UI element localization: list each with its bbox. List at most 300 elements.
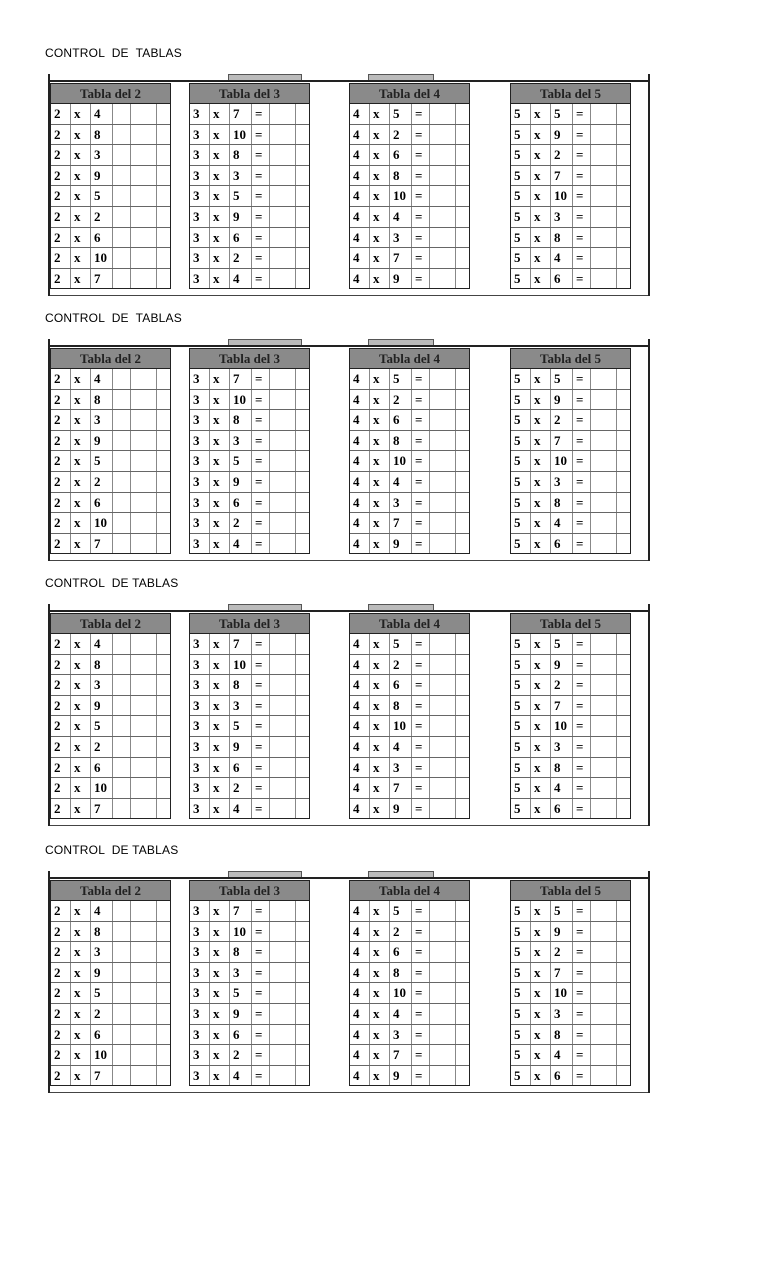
answer-cell-extra[interactable] <box>296 125 309 145</box>
answer-cell-extra[interactable] <box>296 166 309 186</box>
answer-cell[interactable] <box>270 634 296 654</box>
answer-cell-extra[interactable] <box>296 410 309 430</box>
answer-cell[interactable] <box>430 145 456 165</box>
answer-cell[interactable] <box>131 369 157 389</box>
answer-cell-extra[interactable] <box>157 248 170 268</box>
answer-cell[interactable] <box>430 922 456 942</box>
answer-cell-extra[interactable] <box>456 1066 469 1086</box>
answer-cell-extra[interactable] <box>296 493 309 513</box>
answer-cell-extra[interactable] <box>296 983 309 1003</box>
answer-cell[interactable] <box>591 269 617 289</box>
answer-cell[interactable] <box>591 799 617 819</box>
answer-cell[interactable] <box>131 431 157 451</box>
answer-cell-extra[interactable] <box>456 778 469 798</box>
answer-cell-extra[interactable] <box>296 472 309 492</box>
answer-cell-extra[interactable] <box>617 390 630 410</box>
answer-cell[interactable] <box>131 942 157 962</box>
answer-cell-extra[interactable] <box>617 451 630 471</box>
answer-cell[interactable] <box>270 655 296 675</box>
answer-cell[interactable] <box>131 758 157 778</box>
answer-cell-extra[interactable] <box>296 778 309 798</box>
answer-cell-extra[interactable] <box>456 166 469 186</box>
answer-cell[interactable] <box>591 104 617 124</box>
answer-cell[interactable] <box>270 716 296 736</box>
answer-cell[interactable] <box>430 186 456 206</box>
answer-cell[interactable] <box>131 145 157 165</box>
answer-cell-extra[interactable] <box>157 534 170 554</box>
answer-cell-extra[interactable] <box>296 104 309 124</box>
answer-cell[interactable] <box>430 655 456 675</box>
answer-cell-extra[interactable] <box>617 983 630 1003</box>
answer-cell-extra[interactable] <box>617 716 630 736</box>
answer-cell[interactable] <box>591 901 617 921</box>
answer-cell-extra[interactable] <box>617 228 630 248</box>
answer-cell-extra[interactable] <box>456 758 469 778</box>
answer-cell[interactable] <box>430 166 456 186</box>
answer-cell[interactable] <box>131 534 157 554</box>
answer-cell[interactable] <box>430 269 456 289</box>
answer-cell[interactable] <box>430 534 456 554</box>
answer-cell[interactable] <box>591 737 617 757</box>
answer-cell[interactable] <box>131 410 157 430</box>
answer-cell[interactable] <box>131 634 157 654</box>
answer-cell[interactable] <box>270 431 296 451</box>
answer-cell[interactable] <box>591 1066 617 1086</box>
answer-cell[interactable] <box>270 942 296 962</box>
answer-cell-extra[interactable] <box>157 410 170 430</box>
answer-cell-extra[interactable] <box>617 513 630 533</box>
answer-cell-extra[interactable] <box>617 207 630 227</box>
answer-cell-extra[interactable] <box>157 963 170 983</box>
table-header: Tabla del 5 <box>511 881 630 901</box>
answer-cell[interactable] <box>430 901 456 921</box>
answer-cell[interactable] <box>591 186 617 206</box>
answer-cell[interactable] <box>591 248 617 268</box>
answer-cell[interactable] <box>430 410 456 430</box>
answer-cell[interactable] <box>131 716 157 736</box>
answer-cell-extra[interactable] <box>157 390 170 410</box>
answer-cell[interactable] <box>270 186 296 206</box>
answer-cell[interactable] <box>430 472 456 492</box>
answer-cell[interactable] <box>131 963 157 983</box>
answer-cell[interactable] <box>591 675 617 695</box>
answer-cell-extra[interactable] <box>296 696 309 716</box>
answer-cell[interactable] <box>430 390 456 410</box>
frame-right-border <box>648 604 650 826</box>
answer-cell-extra[interactable] <box>157 431 170 451</box>
answer-cell-extra[interactable] <box>456 369 469 389</box>
answer-cell[interactable] <box>131 737 157 757</box>
answer-cell[interactable] <box>270 1004 296 1024</box>
answer-cell-extra[interactable] <box>157 513 170 533</box>
answer-cell[interactable] <box>270 451 296 471</box>
answer-cell[interactable] <box>430 675 456 695</box>
answer-cell-extra[interactable] <box>157 186 170 206</box>
answer-cell-extra[interactable] <box>617 431 630 451</box>
answer-cell[interactable] <box>131 778 157 798</box>
answer-cell-extra[interactable] <box>617 1045 630 1065</box>
answer-cell-extra[interactable] <box>157 369 170 389</box>
answer-cell-extra[interactable] <box>456 716 469 736</box>
answer-cell[interactable] <box>430 634 456 654</box>
answer-cell[interactable] <box>430 431 456 451</box>
answer-cell[interactable] <box>430 799 456 819</box>
answer-cell-extra[interactable] <box>617 799 630 819</box>
answer-cell-extra[interactable] <box>456 513 469 533</box>
answer-cell[interactable] <box>430 778 456 798</box>
answer-cell-extra[interactable] <box>617 248 630 268</box>
answer-cell[interactable] <box>430 983 456 1003</box>
answer-cell[interactable] <box>270 901 296 921</box>
answer-cell-extra[interactable] <box>617 1066 630 1086</box>
answer-cell[interactable] <box>270 228 296 248</box>
answer-cell-extra[interactable] <box>296 145 309 165</box>
answer-cell-extra[interactable] <box>617 166 630 186</box>
answer-cell[interactable] <box>270 269 296 289</box>
answer-cell-extra[interactable] <box>617 737 630 757</box>
answer-cell[interactable] <box>131 1066 157 1086</box>
answer-cell-extra[interactable] <box>296 675 309 695</box>
answer-cell[interactable] <box>131 104 157 124</box>
answer-cell[interactable] <box>591 1025 617 1045</box>
answer-cell-extra[interactable] <box>456 901 469 921</box>
answer-cell[interactable] <box>131 248 157 268</box>
answer-cell-extra[interactable] <box>296 655 309 675</box>
answer-cell-extra[interactable] <box>296 390 309 410</box>
answer-cell[interactable] <box>270 207 296 227</box>
answer-cell-extra[interactable] <box>617 534 630 554</box>
answer-cell[interactable] <box>591 369 617 389</box>
answer-cell-extra[interactable] <box>456 493 469 513</box>
answer-cell-extra[interactable] <box>456 431 469 451</box>
answer-cell-extra[interactable] <box>157 758 170 778</box>
table-header: Tabla del 2 <box>51 349 170 369</box>
answer-cell-extra[interactable] <box>617 1004 630 1024</box>
answer-cell[interactable] <box>430 942 456 962</box>
answer-cell-extra[interactable] <box>296 716 309 736</box>
answer-cell[interactable] <box>430 737 456 757</box>
answer-cell[interactable] <box>430 513 456 533</box>
answer-cell-extra[interactable] <box>456 534 469 554</box>
answer-cell[interactable] <box>591 716 617 736</box>
answer-cell[interactable] <box>270 104 296 124</box>
answer-cell[interactable] <box>430 1066 456 1086</box>
answer-cell-extra[interactable] <box>157 472 170 492</box>
answer-cell-extra[interactable] <box>157 1004 170 1024</box>
answer-cell[interactable] <box>591 472 617 492</box>
answer-cell-extra[interactable] <box>617 186 630 206</box>
answer-cell-extra[interactable] <box>296 1025 309 1045</box>
answer-cell-extra[interactable] <box>456 451 469 471</box>
answer-cell[interactable] <box>430 716 456 736</box>
answer-cell-extra[interactable] <box>617 696 630 716</box>
answer-cell-extra[interactable] <box>456 696 469 716</box>
answer-cell-extra[interactable] <box>296 248 309 268</box>
answer-cell-extra[interactable] <box>296 942 309 962</box>
answer-cell[interactable] <box>591 166 617 186</box>
answer-cell[interactable] <box>131 390 157 410</box>
answer-cell[interactable] <box>270 369 296 389</box>
answer-cell[interactable] <box>430 696 456 716</box>
answer-cell[interactable] <box>270 758 296 778</box>
answer-cell[interactable] <box>270 534 296 554</box>
answer-cell-extra[interactable] <box>296 228 309 248</box>
answer-cell[interactable] <box>270 922 296 942</box>
operator-cell: x <box>71 634 91 654</box>
answer-cell[interactable] <box>430 369 456 389</box>
answer-cell[interactable] <box>131 1004 157 1024</box>
answer-cell-extra[interactable] <box>456 269 469 289</box>
answer-cell[interactable] <box>131 125 157 145</box>
answer-cell-extra[interactable] <box>617 634 630 654</box>
answer-cell[interactable] <box>430 228 456 248</box>
answer-cell[interactable] <box>131 207 157 227</box>
operator-cell: x <box>531 1004 551 1024</box>
answer-cell-extra[interactable] <box>456 922 469 942</box>
answer-cell-extra[interactable] <box>157 145 170 165</box>
answer-cell-extra[interactable] <box>157 493 170 513</box>
answer-cell[interactable] <box>270 983 296 1003</box>
answer-cell-extra[interactable] <box>157 451 170 471</box>
answer-cell-extra[interactable] <box>157 207 170 227</box>
answer-cell[interactable] <box>591 513 617 533</box>
answer-cell-extra[interactable] <box>456 1045 469 1065</box>
answer-cell[interactable] <box>131 186 157 206</box>
answer-cell-extra[interactable] <box>456 963 469 983</box>
answer-cell[interactable] <box>131 451 157 471</box>
answer-cell-extra[interactable] <box>157 1066 170 1086</box>
answer-cell-extra[interactable] <box>617 493 630 513</box>
answer-cell-extra[interactable] <box>617 778 630 798</box>
answer-cell-extra[interactable] <box>617 675 630 695</box>
answer-cell-extra[interactable] <box>296 534 309 554</box>
operator-cell: x <box>370 166 390 186</box>
answer-cell-extra[interactable] <box>456 228 469 248</box>
answer-cell[interactable] <box>270 513 296 533</box>
answer-cell-extra[interactable] <box>617 758 630 778</box>
answer-cell-extra[interactable] <box>157 104 170 124</box>
answer-cell-extra[interactable] <box>617 472 630 492</box>
answer-cell-extra[interactable] <box>617 410 630 430</box>
answer-cell[interactable] <box>131 655 157 675</box>
answer-cell[interactable] <box>270 1025 296 1045</box>
answer-cell-extra[interactable] <box>296 758 309 778</box>
answer-cell[interactable] <box>430 758 456 778</box>
answer-cell-extra[interactable] <box>296 1045 309 1065</box>
answer-cell[interactable] <box>131 983 157 1003</box>
multiplier-cell: 6 <box>551 799 573 819</box>
answer-cell[interactable] <box>270 390 296 410</box>
answer-cell-extra[interactable] <box>296 634 309 654</box>
answer-cell[interactable] <box>270 737 296 757</box>
answer-cell[interactable] <box>430 1025 456 1045</box>
answer-cell[interactable] <box>591 1045 617 1065</box>
table-row <box>51 901 170 922</box>
answer-cell[interactable] <box>131 1025 157 1045</box>
answer-cell-extra[interactable] <box>157 269 170 289</box>
answer-cell[interactable] <box>591 696 617 716</box>
answer-cell[interactable] <box>591 390 617 410</box>
answer-cell-extra[interactable] <box>456 186 469 206</box>
answer-cell-extra[interactable] <box>157 634 170 654</box>
answer-cell-extra[interactable] <box>456 207 469 227</box>
answer-cell[interactable] <box>430 1004 456 1024</box>
answer-cell-extra[interactable] <box>456 634 469 654</box>
answer-cell[interactable] <box>270 1066 296 1086</box>
answer-cell[interactable] <box>131 493 157 513</box>
answer-cell[interactable] <box>270 696 296 716</box>
answer-cell[interactable] <box>430 963 456 983</box>
answer-cell[interactable] <box>430 248 456 268</box>
answer-cell-extra[interactable] <box>296 269 309 289</box>
answer-cell-extra[interactable] <box>296 369 309 389</box>
answer-cell[interactable] <box>591 534 617 554</box>
answer-cell[interactable] <box>270 799 296 819</box>
answer-cell-extra[interactable] <box>617 922 630 942</box>
answer-cell-extra[interactable] <box>456 799 469 819</box>
answer-cell-extra[interactable] <box>296 1066 309 1086</box>
answer-cell[interactable] <box>270 472 296 492</box>
base-cell: 3 <box>190 1045 210 1065</box>
answer-cell-extra[interactable] <box>157 1025 170 1045</box>
answer-cell-extra[interactable] <box>157 1045 170 1065</box>
answer-cell-extra[interactable] <box>157 778 170 798</box>
answer-cell-extra[interactable] <box>456 942 469 962</box>
answer-cell[interactable] <box>591 1004 617 1024</box>
answer-cell-extra[interactable] <box>456 737 469 757</box>
answer-cell[interactable] <box>131 166 157 186</box>
answer-cell[interactable] <box>591 634 617 654</box>
answer-cell[interactable] <box>591 145 617 165</box>
answer-cell-extra[interactable] <box>296 737 309 757</box>
answer-cell-extra[interactable] <box>617 942 630 962</box>
answer-cell-extra[interactable] <box>296 513 309 533</box>
answer-cell-extra[interactable] <box>617 125 630 145</box>
answer-cell-extra[interactable] <box>617 145 630 165</box>
answer-cell[interactable] <box>591 655 617 675</box>
answer-cell-extra[interactable] <box>456 983 469 1003</box>
answer-cell[interactable] <box>270 248 296 268</box>
answer-cell[interactable] <box>131 1045 157 1065</box>
answer-cell[interactable] <box>591 228 617 248</box>
answer-cell-extra[interactable] <box>617 1025 630 1045</box>
answer-cell[interactable] <box>591 431 617 451</box>
answer-cell[interactable] <box>270 410 296 430</box>
answer-cell-extra[interactable] <box>456 1025 469 1045</box>
answer-cell-extra[interactable] <box>157 696 170 716</box>
answer-cell-extra[interactable] <box>157 922 170 942</box>
answer-cell-extra[interactable] <box>157 737 170 757</box>
answer-cell[interactable] <box>131 269 157 289</box>
answer-cell-extra[interactable] <box>617 655 630 675</box>
equals-cell: = <box>573 269 591 289</box>
base-cell: 3 <box>190 125 210 145</box>
answer-cell-extra[interactable] <box>157 228 170 248</box>
answer-cell-extra[interactable] <box>617 901 630 921</box>
answer-cell-extra[interactable] <box>296 922 309 942</box>
answer-cell-extra[interactable] <box>617 963 630 983</box>
answer-cell-extra[interactable] <box>456 655 469 675</box>
answer-cell-extra[interactable] <box>617 269 630 289</box>
answer-cell-extra[interactable] <box>456 410 469 430</box>
answer-cell[interactable] <box>430 207 456 227</box>
answer-cell-extra[interactable] <box>157 675 170 695</box>
answer-cell-extra[interactable] <box>157 983 170 1003</box>
answer-cell[interactable] <box>591 942 617 962</box>
answer-cell-extra[interactable] <box>157 901 170 921</box>
answer-cell[interactable] <box>430 451 456 471</box>
answer-cell[interactable] <box>270 778 296 798</box>
answer-cell[interactable] <box>131 472 157 492</box>
answer-cell-extra[interactable] <box>296 186 309 206</box>
answer-cell-extra[interactable] <box>456 390 469 410</box>
answer-cell-extra[interactable] <box>296 431 309 451</box>
answer-cell[interactable] <box>430 1045 456 1065</box>
answer-cell-extra[interactable] <box>456 145 469 165</box>
answer-cell-extra[interactable] <box>456 125 469 145</box>
answer-cell[interactable] <box>591 125 617 145</box>
answer-cell-extra[interactable] <box>456 472 469 492</box>
answer-cell[interactable] <box>270 145 296 165</box>
answer-cell-extra[interactable] <box>617 369 630 389</box>
answer-cell-extra[interactable] <box>157 166 170 186</box>
answer-cell[interactable] <box>591 778 617 798</box>
answer-cell[interactable] <box>131 513 157 533</box>
answer-cell-extra[interactable] <box>617 104 630 124</box>
answer-cell-extra[interactable] <box>296 963 309 983</box>
answer-cell[interactable] <box>270 125 296 145</box>
answer-cell[interactable] <box>430 104 456 124</box>
answer-cell[interactable] <box>270 675 296 695</box>
answer-cell-extra[interactable] <box>157 716 170 736</box>
answer-cell-extra[interactable] <box>456 104 469 124</box>
answer-cell[interactable] <box>591 758 617 778</box>
answer-cell-extra[interactable] <box>157 942 170 962</box>
answer-cell[interactable] <box>430 125 456 145</box>
answer-cell[interactable] <box>270 166 296 186</box>
answer-cell[interactable] <box>591 207 617 227</box>
answer-cell[interactable] <box>591 983 617 1003</box>
answer-cell[interactable] <box>131 799 157 819</box>
answer-cell-extra[interactable] <box>456 675 469 695</box>
answer-cell[interactable] <box>131 228 157 248</box>
answer-cell[interactable] <box>591 493 617 513</box>
answer-cell[interactable] <box>591 922 617 942</box>
answer-cell[interactable] <box>270 963 296 983</box>
answer-cell-extra[interactable] <box>296 799 309 819</box>
answer-cell[interactable] <box>430 493 456 513</box>
answer-cell[interactable] <box>270 1045 296 1065</box>
answer-cell[interactable] <box>270 493 296 513</box>
answer-cell-extra[interactable] <box>296 1004 309 1024</box>
answer-cell[interactable] <box>131 675 157 695</box>
answer-cell[interactable] <box>131 922 157 942</box>
answer-cell[interactable] <box>591 451 617 471</box>
answer-cell[interactable] <box>131 696 157 716</box>
answer-cell[interactable] <box>131 901 157 921</box>
answer-cell[interactable] <box>591 410 617 430</box>
answer-cell[interactable] <box>591 963 617 983</box>
answer-cell-extra[interactable] <box>296 901 309 921</box>
answer-cell-extra[interactable] <box>157 655 170 675</box>
answer-cell-extra[interactable] <box>296 451 309 471</box>
answer-cell-extra[interactable] <box>456 1004 469 1024</box>
answer-cell-extra[interactable] <box>157 125 170 145</box>
base-cell: 2 <box>51 472 71 492</box>
answer-cell-extra[interactable] <box>456 248 469 268</box>
answer-cell-extra[interactable] <box>296 207 309 227</box>
answer-cell-extra[interactable] <box>157 799 170 819</box>
